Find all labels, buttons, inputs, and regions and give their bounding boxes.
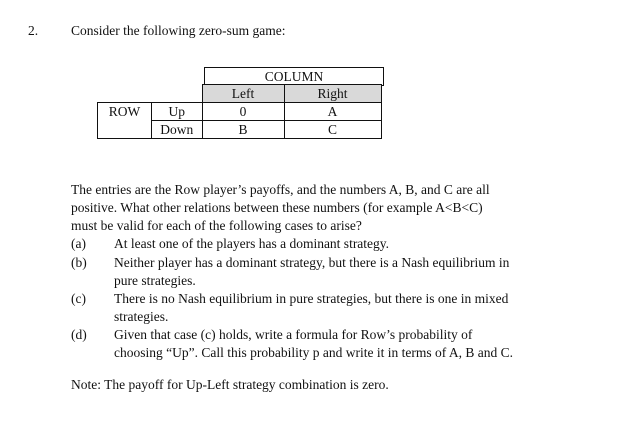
- part-a-label: (a): [71, 236, 86, 251]
- payoff-table: [97, 84, 382, 139]
- cell-down-left: B: [202, 121, 284, 139]
- part-d-label: (d): [71, 327, 87, 342]
- row-label-down: Down: [152, 121, 203, 139]
- part-b-label: (b): [71, 255, 87, 270]
- part-c-text: There is no Nash equilibrium in pure strategies, but there is one in mixed: [114, 291, 509, 306]
- body-line-2: positive. What other relations between these numbers (for example A<B<C): [71, 200, 483, 215]
- question-number: 2.: [28, 23, 39, 38]
- row-label-up: Up: [152, 103, 203, 121]
- column-label-right: Right: [284, 85, 381, 103]
- table-row: [98, 103, 382, 121]
- body-line-1: The entries are the Row player’s payoffs, and the numbers A, B, and C are all: [71, 182, 490, 197]
- body-line-3: must be valid for each of the following cases to arise?: [71, 218, 362, 233]
- part-a-text: At least one of the players has a dominant strategy.: [114, 236, 390, 251]
- part-d-text-cont: choosing “Up”. Call this probability p and write it in terms of A, B and C.: [114, 345, 513, 360]
- cell-up-right: A: [284, 103, 381, 121]
- part-b-text: Neither player has a dominant strategy, but there is a Nash equilibrium in: [114, 255, 510, 270]
- note: Note: The payoff for Up-Left strategy combination is zero.: [71, 377, 389, 392]
- question-intro: Consider the following zero-sum game:: [71, 23, 286, 38]
- cell-down-right: C: [284, 121, 381, 139]
- column-header: COLUMN: [264, 69, 324, 84]
- row-header: ROW: [98, 103, 152, 139]
- part-c-text-cont: strategies.: [114, 309, 169, 324]
- part-c-label: (c): [71, 291, 86, 306]
- part-b-text-cont: pure strategies.: [114, 273, 196, 288]
- table-row-header: [98, 85, 382, 103]
- column-label-left: Left: [202, 85, 284, 103]
- cell-up-left: 0: [202, 103, 284, 121]
- part-d-text: Given that case (c) holds, write a formula for Row’s probability of: [114, 327, 473, 342]
